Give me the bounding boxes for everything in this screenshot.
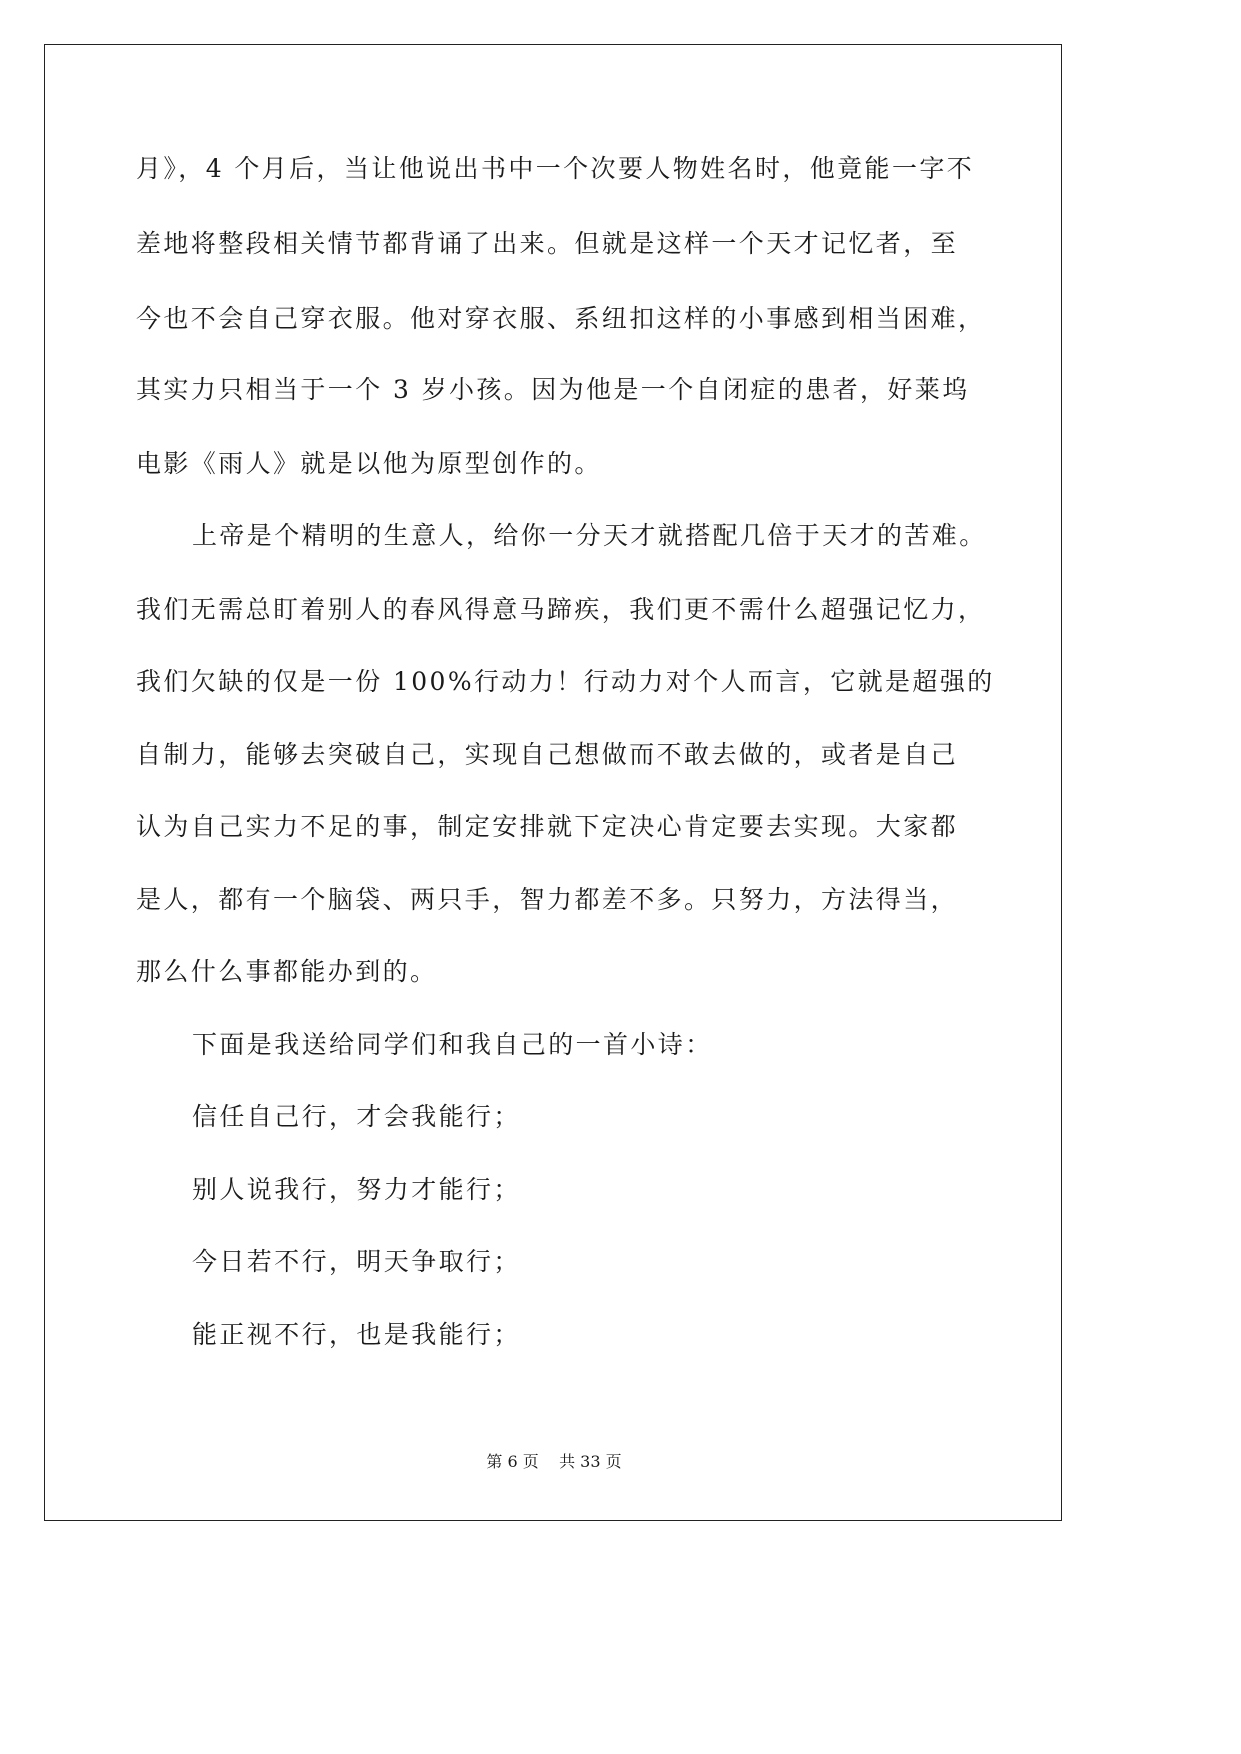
text-line: 其实力只相当于一个 3 岁小孩。因为他是一个自闭症的患者，好莱坞: [136, 375, 970, 404]
text-line: 上帝是个精明的生意人，给你一分天才就搭配几倍于天才的苦难。: [192, 521, 987, 550]
poem-line: 能正视不行，也是我能行；: [192, 1320, 521, 1349]
text-line: 认为自己实力不足的事，制定安排就下定决心肯定要去实现。大家都: [136, 812, 959, 841]
text-line: 电影《雨人》就是以他为原型创作的。: [136, 449, 602, 478]
footer-spacer: [539, 1452, 559, 1471]
text-line: 我们欠缺的仅是一份 100%行动力！行动力对个人而言，它就是超强的: [136, 667, 995, 696]
text-line: 那么什么事都能办到的。: [136, 957, 438, 986]
page-footer: [0, 1451, 1108, 1473]
text-line: 是人，都有一个脑袋、两只手，智力都差不多。只努力，方法得当，: [136, 885, 959, 914]
page-total: 共 33 页: [559, 1452, 622, 1471]
text-line: 差地将整段相关情节都背诵了出来。但就是这样一个天才记忆者，至: [136, 229, 959, 258]
poem-line: 别人说我行，努力才能行；: [192, 1175, 521, 1204]
text-line: 今也不会自己穿衣服。他对穿衣服、系纽扣这样的小事感到相当困难，: [136, 304, 986, 333]
text-line: 下面是我送给同学们和我自己的一首小诗：: [192, 1030, 713, 1059]
poem-line: 今日若不行，明天争取行；: [192, 1247, 521, 1276]
text-line: 我们无需总盯着别人的春风得意马蹄疾，我们更不需什么超强记忆力，: [136, 595, 986, 624]
page-border: [44, 44, 1062, 1521]
text-line: 月》，4 个月后，当让他说出书中一个次要人物姓名时，他竟能一字不: [136, 154, 975, 183]
page-number: 第 6 页: [486, 1452, 539, 1471]
poem-line: 信任自己行，才会我能行；: [192, 1102, 521, 1131]
text-line: 自制力，能够去突破自己，实现自己想做而不敢去做的，或者是自己: [136, 740, 959, 769]
